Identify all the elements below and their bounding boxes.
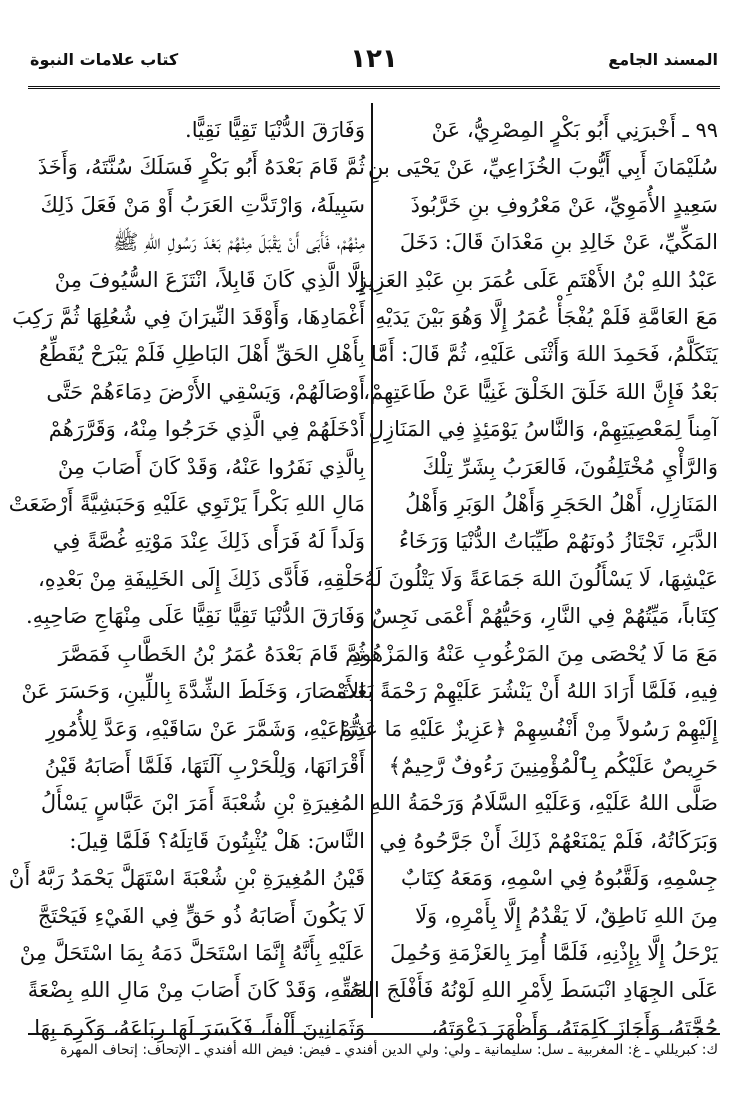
column-divider xyxy=(371,103,373,1018)
book-title: المسند الجامع xyxy=(608,50,718,69)
text-line: الدَّبَرِ، تَجْتَازُ دُونَهُمْ طَيِّبَاتُ الدُّنْيَا وَرَخَاءُ xyxy=(398,529,718,554)
text-line: مِنْهُمْ، فَأَبَى أَنْ يَقْبَلَ مِنْهُمْ بَعْدَ رَسُولِ اللهِ ﷺ xyxy=(113,230,365,255)
text-line: أَوْصَالَهُمْ، وَيَسْقِي الأَرْضَ دِمَاءَهُمْ حَتَّى xyxy=(46,379,365,404)
text-line: المُغِيرَةِ بْنِ شُعْبَةَ أَمَرَ ابْنَ عَبَّاسٍ يَسْأَلُ xyxy=(40,791,365,816)
text-line: المَكِّيِّ، عَنْ خَالِدِ بنِ مَعْدَانَ قَالَ: دَخَلَ xyxy=(399,230,718,255)
text-line: مِنَ اللهِ نَاطِقٌ، لَا يَقْدُمُ إِلَّا بِأَمْرِهِ، وَلَا xyxy=(415,903,718,928)
text-line: وَبَرَكَاتُهُ، فَلَمْ يَمْنَعْهُمْ ذَلِكَ أَنْ جَرَّحُوهُ فِي xyxy=(379,828,718,853)
text-line: مَعَ العَامَّةِ فَلَمْ يُفْجَأْ عُمَرُ إِلَّا وَهُوَ بَيْنَ يَدَيْهِ xyxy=(375,305,718,330)
text-line: مَالِ اللهِ بَكْراً يَرْتَوِي عَلَيْهِ وَحَبَشِيَّةً أَرْضَعَتْ xyxy=(8,492,365,517)
text-line: أَقْرَانَهَا، وَلِلْحَرْبِ آلَتَهَا، فَلَمَّا أَصَابَهُ قَيْنُ xyxy=(44,753,365,778)
text-line: يَرْحَلُ إِلَّا بِإِذْنِهِ، فَلَمَّا أُمِرَ بِالعَزْمَةِ وَحُمِلَ xyxy=(390,940,718,965)
text-line: لَا يَكُونَ أَصَابَهُ ذُو حَقٍّ فِي الفَيْءِ فَيَحْتَجَّ xyxy=(37,903,365,928)
text-line: ثُمَّ قَامَ بَعْدَهُ عُمَرُ بْنُ الخَطَّابِ فَمَصَّرَ xyxy=(58,641,365,666)
page-header xyxy=(30,44,718,84)
text-line: وَالرَّأْيِ مُخْتَلِفُونَ، فَالعَرَبُ بِشَرِّ تِلْكَ xyxy=(422,454,718,479)
text-line: يَتَكَلَّمُ، فَحَمِدَ اللهَ وَأَثْنَى عَلَيْهِ، ثُمَّ قَالَ: أَمَّا xyxy=(370,342,718,367)
text-line: ٩٩ ـ أَخْبرَنِي أَبُو بَكْرٍ المِصْرِيُّ، عَنْ xyxy=(431,118,718,142)
text-line: وَثَمَانِينَ أَلْفاً، فَكَسَرَ لَهَا رِبَاعَهُ، وَكَرِهَ بِهَا xyxy=(34,1015,365,1040)
text-line: وَفَارَقَ الدُّنْيَا تَقِيًّا نَقِيًّا. xyxy=(185,118,365,142)
text-line: فِيهِ، فَلَمَّا أَرَادَ اللهُ أَنْ يَنْشُرَ عَلَيْهِمْ رَحْمَةً بَعَثَ xyxy=(336,679,718,704)
text-line: مَعَ مَا لَا يُحْصَى مِنَ المَرْغُوبِ عَنْهُ وَالمَزْهُودِ xyxy=(351,641,718,666)
text-line: بَعْدُ فَإِنَّ اللهَ خَلَقَ الخَلْقَ غَنِيًّا عَنْ طَاعَتِهِمْ، xyxy=(363,379,718,404)
text-line: سُلَيْمَانَ أَبِي أَيُّوبَ الخُزَاعِيِّ، عَنْ يَحْيَى بنِ xyxy=(368,155,718,180)
text-line: سَبِيلَهُ، وَارْتَدَّتِ العَرَبُ أَوْ مَنْ فَعَلَ ذَلِكَ xyxy=(40,192,365,217)
header-rule xyxy=(28,86,720,89)
text-line: حَرِيصٌ عَلَيْكُم بِٱلْمُؤْمِنِينَ رَءُوفٌ رَّحِيمٌ﴾ xyxy=(388,753,718,778)
footnote-abbreviations: ك: كبريللي ـ غ: المغربية ـ سل: سليمانية ـ ولي: ولي الدين أفندي ـ فيض: فيض الله أفندي ـ الإتحاف: إتحاف المهرة xyxy=(60,1042,718,1058)
text-line: كِتَاباً، مَيِّتُهُمْ فِي النَّارِ، وَحَيُّهُمْ أَعْمَى نَجِسٌ xyxy=(371,604,718,629)
text-line: عَيْشِهَا، لَا يَسْأَلُونَ اللهَ جَمَاعَةً وَلَا يَتْلُونَ لَهُ xyxy=(364,566,718,591)
text-line: وَلَداً لَهُ فَرَأَى ذَلِكَ عِنْدَ مَوْتِهِ غُصَّةً فِي xyxy=(52,529,365,554)
page-number: ١٢١ xyxy=(350,44,398,74)
text-line: عَبْدُ اللهِ بْنُ الأَهْتَمِ عَلَى عُمَرَ بنِ عَبْدِ العَزِيزِ xyxy=(356,267,718,292)
text-line: عَلَى الجِهَادِ انْبَسَطَ لِأَمْرِ اللهِ لَوْنُهُ فَأَفْلَجَ اللهُ xyxy=(349,978,718,1003)
footer-rule xyxy=(28,1033,720,1035)
text-line: إِلَيْهِمْ رَسُولاً مِنْ أَنْفُسِهِمْ ﴿عَزِيزٌ عَلَيْهِ مَا عَنِتُّمْ xyxy=(338,716,718,741)
text-line: وَفَارَقَ الدُّنْيَا تَقِيًّا نَقِيًّا عَلَى مِنْهَاجِ صَاحِبِهِ. xyxy=(26,604,365,629)
text-line: عَلَيْهِ بِأَنَّهُ إِنَّمَا اسْتَحَلَّ دَمَهُ بِمَا اسْتَحَلَّ مِنْ xyxy=(19,940,365,965)
text-line: حَقِّهِ، وَقَدْ كَانَ أَصَابَ مِنْ مَالِ اللهِ بِضْعَةً xyxy=(27,978,365,1003)
text-line: حَلْقِهِ، فَأَدَّى ذَلِكَ إِلَى الخَلِيفَةِ مِنْ بَعْدِهِ، xyxy=(37,566,365,591)
text-line: أَغْمَادِهَا، وَأَوْقَدَ النِّيرَانَ فِي شُعُلِهَا ثُمَّ رَكِبَ xyxy=(12,305,365,330)
text-line: إِلَّا الَّذِي كَانَ قَابِلاً، انْتَزَعَ السُّيُوفَ مِنْ xyxy=(54,267,365,292)
text-line: أَدْخَلَهُمْ فِي الَّذِي خَرَجُوا مِنْهُ، وَقَرَّرَهُمْ xyxy=(48,417,365,442)
text-line: بِأَهْلِ الحَقِّ أَهْلَ البَاطِلِ فَلَمْ يَبْرَحْ يُقَطِّعُ xyxy=(38,342,365,367)
text-line: النَّاسَ: هَلْ يُثْبِتُونَ قَاتِلَهُ؟ فَلَمَّا قِيلَ: xyxy=(69,828,365,853)
text-line: حُجَّتَهُ، وَأَجَازَ كَلِمَتَهُ، وَأَظْهَرَ دَعْوَتَهُ، xyxy=(430,1015,718,1040)
left-column-text xyxy=(8,112,365,1040)
text-line: ذِرَاعَيْهِ، وَشَمَّرَ عَنْ سَاقَيْهِ، وَعَدَّ لِلأُمُورِ xyxy=(46,716,365,741)
text-line: سَعِيدٍ الأُمَوِيِّ، عَنْ مَعْرُوفِ بنِ خَرَّبُوذَ xyxy=(410,192,718,217)
text-line: ثُمَّ قَامَ بَعْدَهُ أَبُو بَكْرٍ فَسَلَكَ سُنَّتَهُ، وَأَخَذَ xyxy=(37,155,365,180)
text-line: جِسْمِهِ، وَلَقَّبُوهُ فِي اسْمِهِ، وَمَعَهُ كِتَابٌ xyxy=(400,866,718,891)
text-line: المَنَازِلِ، أَهْلُ الحَجَرِ وَأَهْلُ الوَبَرِ وَأَهْلُ xyxy=(405,492,718,517)
text-line: صَلَّى اللهُ عَلَيْهِ، وَعَلَيْهِ السَّلَامُ وَرَحْمَةُ اللهِ xyxy=(370,791,718,816)
text-line: آمِناً لِمَعْصِيَتِهِمْ، وَالنَّاسُ يَوْمَئِذٍ فِي المَنَازِلِ xyxy=(368,417,718,442)
text-line: قَيْنُ المُغِيرَةِ بْنِ شُعْبَةَ اسْتَهَلَّ يَحْمَدُ رَبَّهُ أَنْ xyxy=(8,866,365,891)
chapter-title: كتاب علامات النبوة xyxy=(30,50,179,69)
text-line: الأَمْصَارَ، وَخَلَطَ الشِّدَّةَ بِاللِّينِ، وَحَسَرَ عَنْ xyxy=(21,679,365,704)
text-line: بِالَّذِي نَفَرُوا عَنْهُ، وَقَدْ كَانَ أَصَابَ مِنْ xyxy=(57,454,365,479)
right-column-text xyxy=(336,112,718,1040)
